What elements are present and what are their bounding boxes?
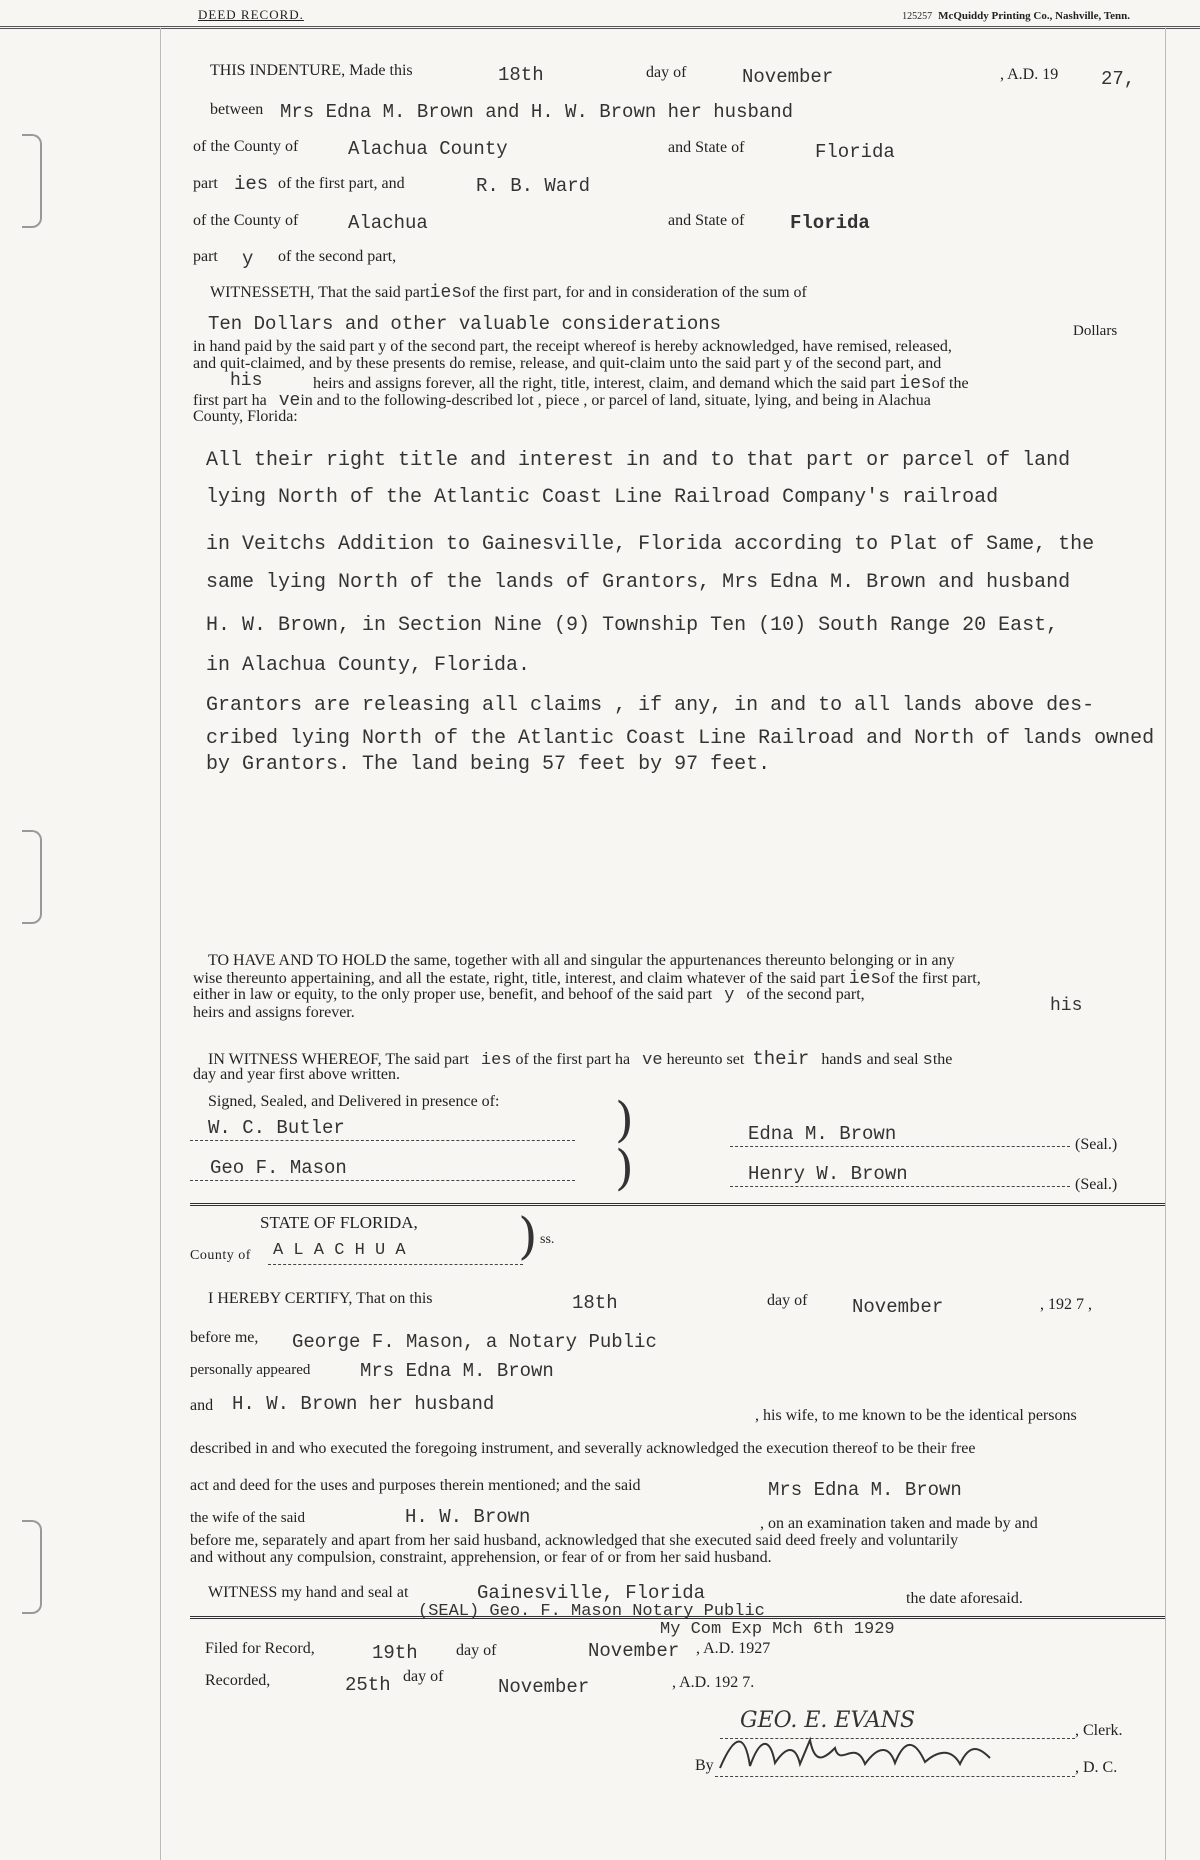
indenture-year: 27, xyxy=(1101,68,1136,90)
witness-seal: and seal xyxy=(866,1051,919,1068)
witnesseth-line-7: County, Florida: xyxy=(193,408,298,425)
binder-ring-hole xyxy=(22,134,42,228)
first-part-label: of the first part, and xyxy=(278,175,405,192)
state-label-2: and State of xyxy=(668,212,745,229)
witness-s-1: s xyxy=(852,1051,863,1070)
second-part-label: of the second part, xyxy=(278,248,397,265)
witness-signature-line-2 xyxy=(190,1180,575,1181)
grantor-signature-1: Edna M. Brown xyxy=(748,1123,897,1145)
description-line: same lying North of the lands of Grantors, Mrs Edna M. Brown and husband xyxy=(206,571,1071,594)
witnesseth-line-6a: first part ha xyxy=(193,392,267,409)
grantor-county: Alachua County xyxy=(348,138,508,160)
witnesseth-his: his xyxy=(230,371,263,391)
ack-year-label: , 192 xyxy=(1040,1296,1072,1313)
ack-day: 18th xyxy=(572,1292,618,1314)
ack-year-value: 7 xyxy=(1076,1296,1084,1313)
printer-name: McQuiddy Printing Co., Nashville, Tenn. xyxy=(938,10,1130,22)
witness-signature-line-1 xyxy=(190,1140,575,1141)
ack-month: November xyxy=(852,1296,944,1318)
state-of-florida: STATE OF FLORIDA, xyxy=(260,1213,418,1232)
witness-text-c: of the first part ha xyxy=(515,1051,631,1068)
consideration-amount: Ten Dollars and other valuable considerations xyxy=(208,313,722,335)
indenture-day: 18th xyxy=(498,64,544,86)
deed-record-title: DEED RECORD. xyxy=(198,7,304,22)
recorded-year: 7. xyxy=(742,1674,755,1691)
wife-label: , his wife, to me known to be the identical persons xyxy=(755,1407,1077,1424)
witnesseth-ies: ies xyxy=(429,283,463,303)
seal-label-2: (Seal.) xyxy=(1075,1176,1118,1193)
certify-label: I HEREBY CERTIFY, That on this xyxy=(208,1290,433,1307)
filed-ad xyxy=(696,1640,770,1658)
between-label: between xyxy=(210,101,264,118)
description-line: lying North of the Atlantic Coast Line Railroad Company's railroad xyxy=(206,486,999,509)
grantor-signature-2: Henry W. Brown xyxy=(748,1163,908,1185)
signature-brace: ) xyxy=(615,1092,634,1148)
filed-day-of: day of xyxy=(456,1642,497,1659)
indenture-month: November xyxy=(742,66,834,88)
ss-label: ss. xyxy=(540,1232,555,1247)
description-line: by Grantors. The land being 57 feet by 97 feet. xyxy=(206,753,771,776)
date-aforesaid: the date aforesaid. xyxy=(906,1590,1023,1607)
witnesseth-line-6c: in and to the following-described lot , piece , or parcel of land, situate, lying, and being in Alachua xyxy=(300,392,931,409)
day-of-label: day of xyxy=(646,64,687,81)
dollars-label: Dollars xyxy=(1073,323,1118,339)
clerk-label: , Clerk. xyxy=(1075,1722,1123,1739)
witnesseth-ies-2: ies xyxy=(899,374,932,394)
place-value: Gainesville, Florida xyxy=(477,1582,706,1604)
habendum-line-3c: of the second part, xyxy=(746,986,865,1003)
state-label-1: and State of xyxy=(668,139,745,156)
county-label-2: of the County of xyxy=(193,212,299,229)
habendum-line-2a: wise thereunto appertaining, and all the estate, right, title, interest, and claim whatever of the said part xyxy=(193,970,845,987)
recorded-ad-label: , A.D. 192 xyxy=(672,1674,739,1691)
grantee-name: R. B. Ward xyxy=(476,175,591,197)
printer-imprint xyxy=(902,10,1130,22)
recorded-day: 25th xyxy=(345,1674,391,1696)
witnesseth-line-5-text: heirs and assigns forever, all the right, title, interest, claim, and demand which the said part xyxy=(313,375,896,392)
recorded-ad xyxy=(672,1674,754,1692)
filed-label: Filed for Record, xyxy=(205,1640,315,1657)
act-value: Mrs Edna M. Brown xyxy=(768,1479,962,1501)
ack-act-line: act and deed for the uses and purposes therein mentioned; and the said xyxy=(190,1477,641,1494)
ad-label: , A.D. 19 xyxy=(1000,66,1059,83)
appeared-label: personally appeared xyxy=(190,1362,311,1378)
habendum-ies: ies xyxy=(848,969,882,989)
grantor-state: Florida xyxy=(815,141,895,163)
right-margin-line xyxy=(1165,28,1166,1860)
form-number: 125257 xyxy=(902,11,933,22)
description-line: H. W. Brown, in Section Nine (9) Township Ten (10) South Range 20 East, xyxy=(206,614,1059,637)
signature-brace: ) xyxy=(615,1140,634,1196)
notary-signature: (SEAL) Geo. F. Mason Notary Public xyxy=(418,1602,765,1621)
clerk-signature: GEO. E. EVANS xyxy=(740,1708,916,1733)
notary-officer: George F. Mason, a Notary Public xyxy=(292,1331,657,1353)
witness-line-2: day and year first above written. xyxy=(193,1066,401,1083)
ack-before-line: before me, separately and apart from her said husband, acknowledged that she executed said deed freely and voluntarily xyxy=(190,1532,959,1549)
by-label: By xyxy=(695,1757,714,1774)
witness-their: their xyxy=(752,1048,810,1070)
before-me-label: before me, xyxy=(190,1329,259,1346)
and-value: H. W. Brown her husband xyxy=(232,1393,495,1415)
recorded-day-of: day of xyxy=(403,1668,444,1685)
description-line: All their right title and interest in and to that part or parcel of land xyxy=(206,449,1071,472)
dc-label: , D. C. xyxy=(1075,1759,1118,1776)
filed-day: 19th xyxy=(372,1642,418,1664)
left-margin-line xyxy=(160,28,161,1860)
ack-without-line: and without any compulsion, constraint, apprehension, or fear of or from her said husband. xyxy=(190,1549,772,1566)
witness-the: the xyxy=(932,1051,953,1068)
acknowledgment-divider xyxy=(190,1203,1165,1206)
ss-brace: ) xyxy=(518,1207,538,1265)
description-line: in Alachua County, Florida. xyxy=(206,654,531,677)
county-of-label: County of xyxy=(190,1248,251,1263)
filed-month: November xyxy=(588,1640,680,1662)
and-label: and xyxy=(190,1397,214,1414)
filing-divider xyxy=(190,1616,1165,1619)
exam-label: , on an examination taken and made by and xyxy=(760,1515,1038,1532)
habendum-his: his xyxy=(1050,996,1083,1016)
habendum-y: y xyxy=(724,986,735,1005)
ack-day-of: day of xyxy=(767,1292,808,1309)
witness-ies: ies xyxy=(480,1051,512,1070)
description-line: in Veitchs Addition to Gainesville, Florida according to Plat of Same, the xyxy=(206,533,1095,556)
presence-label: Signed, Sealed, and Delivered in presence of: xyxy=(208,1093,500,1110)
made-this-label: THIS INDENTURE, Made this xyxy=(210,62,413,79)
ack-year-comma: , xyxy=(1088,1296,1092,1313)
recorded-month: November xyxy=(498,1676,590,1698)
grantor-signature-line-2 xyxy=(730,1186,1070,1187)
witness-hand: hand xyxy=(821,1051,853,1068)
seal-label-1: (Seal.) xyxy=(1075,1136,1118,1153)
wife-of-value: H. W. Brown xyxy=(405,1506,531,1528)
grantor-signature-line-1 xyxy=(730,1146,1070,1147)
filed-ad-label: , A.D. 192 xyxy=(696,1640,763,1657)
witnesseth-line-5-end: of the xyxy=(931,375,969,392)
witness-ve: ve xyxy=(642,1051,663,1070)
ack-described-line: described in and who executed the foregoing instrument, and severally acknowledged the execution thereof to be their free xyxy=(190,1440,976,1457)
grantors-names: Mrs Edna M. Brown and H. W. Brown her husband xyxy=(280,101,794,123)
witness-s-2: s xyxy=(922,1051,933,1070)
witnesseth-line-6 xyxy=(193,391,931,411)
witness-seal-label: WITNESS my hand and seal at xyxy=(208,1584,409,1601)
county-line xyxy=(268,1264,523,1265)
deputy-clerk-signature xyxy=(715,1728,1015,1778)
county-label-1: of the County of xyxy=(193,138,299,155)
witnesseth-ve: ve xyxy=(278,391,301,411)
part-label-2: part xyxy=(193,248,218,265)
witness-signature-1: W. C. Butler xyxy=(208,1117,345,1139)
grantee-county: Alachua xyxy=(348,212,428,234)
part-label-1: part xyxy=(193,175,218,192)
witnesseth-line-4: and quit-claimed, and by these presents do remise, release, and quit-claim unto the said part y of the second part, and xyxy=(193,355,942,372)
county-value: A L A C H U A xyxy=(273,1241,406,1260)
habendum-line-3 xyxy=(193,986,865,1005)
witnesseth-text: WITNESSETH, That the said part xyxy=(210,284,430,301)
witnesseth-text-2: of the first part, for and in consideration of the sum of xyxy=(462,284,807,301)
recorded-label: Recorded, xyxy=(205,1672,271,1689)
appeared-value: Mrs Edna M. Brown xyxy=(360,1360,554,1382)
witness-signature-2: Geo F. Mason xyxy=(210,1157,347,1179)
wife-of-label: the wife of the said xyxy=(190,1510,305,1526)
witnesseth-line-3: in hand paid by the said part y of the second part, the receipt whereof is hereby acknowledged, have remised, released, xyxy=(193,338,952,355)
binder-ring-hole xyxy=(22,830,42,924)
habendum-line-1: TO HAVE AND TO HOLD the same, together with all and singular the appurtenances thereunto belonging or in any xyxy=(208,952,955,969)
witness-text-a: IN WITNESS WHEREOF, The said part xyxy=(208,1051,469,1068)
filed-year: 7 xyxy=(762,1640,771,1657)
commission-expiry: My Com Exp Mch 6th 1929 xyxy=(660,1620,895,1639)
habendum-line-4: heirs and assigns forever. xyxy=(193,1004,355,1021)
description-line: Grantors are releasing all claims , if any, in and to all lands above des- xyxy=(206,694,1095,717)
description-line: cribed lying North of the Atlantic Coast Line Railroad and North of lands owned xyxy=(206,727,1155,750)
witnesseth-line-start xyxy=(210,283,807,303)
witness-text-e: hereunto set xyxy=(666,1051,745,1068)
part-suffix-1: ies xyxy=(234,173,269,195)
ack-year xyxy=(1040,1296,1092,1314)
binder-ring-hole xyxy=(22,1520,42,1614)
grantee-state: Florida xyxy=(790,212,870,234)
part-suffix-2: y xyxy=(242,248,254,270)
habendum-line-3a: either in law or equity, to the only proper use, benefit, and behoof of the said part xyxy=(193,986,713,1003)
habendum-line-2c: of the first part, xyxy=(881,970,981,987)
deputy-clerk-line xyxy=(715,1776,1075,1777)
